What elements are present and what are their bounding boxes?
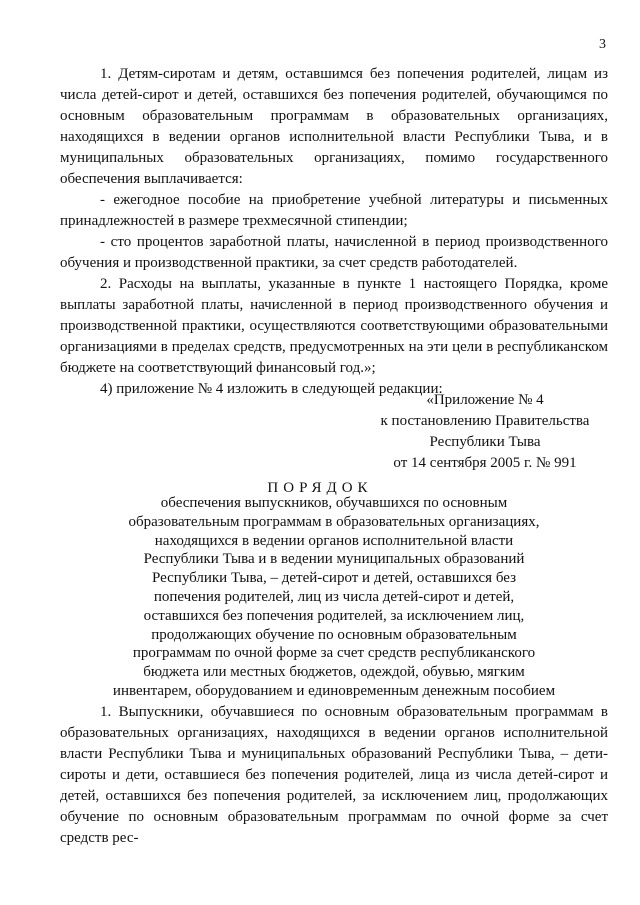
document-body xyxy=(60,702,608,849)
subtitle-line: обеспечения выпускников, обучавшихся по основным xyxy=(160,495,508,511)
appendix-ref-line: от 14 сентября 2005 г. № 991 xyxy=(393,455,577,471)
subtitle-line: Республики Тыва, – детей-сирот и детей, оставшихся без xyxy=(151,570,517,587)
paragraph-bullet-1: - ежегодное пособие на приобретение учебной литературы и письменных принадлежностей в размере трехмесячной стипендии; xyxy=(60,192,608,229)
subtitle-line: Республики Тыва и в ведении муниципальных образований xyxy=(143,551,525,568)
subtitle-line: бюджета или местных бюджетов, одеждой, обувью, мягким xyxy=(143,664,525,681)
appendix-ref-line: Республики Тыва xyxy=(429,434,541,450)
subtitle-line: инвентарем, оборудованием и единовременным денежным пособием xyxy=(112,682,556,699)
appendix-ref-line: «Приложение № 4 xyxy=(426,392,544,408)
document-title: ПОРЯДОК xyxy=(267,480,373,496)
appendix-reference xyxy=(360,390,610,474)
subtitle-line: оставшихся без попечения родителей, за исключением лиц, xyxy=(143,607,525,624)
subtitle-line: находящихся в ведении органов исполнительной власти xyxy=(154,532,514,549)
document-subtitle xyxy=(60,494,608,701)
paragraph-bullet-2: - сто процентов заработной платы, начисленной в период производственного обучения и производственной практики, за счет средств работодателей. xyxy=(60,234,608,271)
paragraph-1: 1. Детям-сиротам и детям, оставшимся без попечения родителей, лицам из числа детей-сирот и детей, оставшихся без попечения родителей, обучающимся по основным образовательным программам в образовательных организациях, находящихся в ведении органов исполнительной власти Республики Тыва, и в муниципальных образовательных организациях, помимо государственного обеспечения выплачивается: xyxy=(60,66,608,187)
paragraph-2: 2. Расходы на выплаты, указанные в пункте 1 настоящего Порядка, кроме выплаты заработной платы, начисленной в период производственного обучения и производственной практики, осуществляются соответствующими образовательными организациями в пределах средств, предусмотренных на эти цели в республиканском бюджете на соответствующий финансовый год.»; xyxy=(60,276,608,376)
paragraph-amendment: 4) приложение № 4 изложить в следующей редакции: xyxy=(100,381,443,397)
appendix-ref-line: к постановлению Правительства xyxy=(380,413,590,429)
page-number: 3 xyxy=(599,37,606,52)
subtitle-line: образовательным программам в образовательных организациях, xyxy=(128,513,540,530)
subtitle-line: попечения родителей, лиц из числа детей-сирот и детей, xyxy=(153,588,515,605)
subtitle-line: программам по очной форме за счет средств республиканского xyxy=(132,645,536,662)
subtitle-line: продолжающих обучение по основным образовательным xyxy=(151,626,517,643)
top-section xyxy=(60,64,608,400)
body-paragraph-1: 1. Выпускники, обучавшиеся по основным образовательным программам в образовательных организациях, находящихся в ведении органов исполнительной власти Республики Тыва и муниципальных образований Республики Тыва, – дети-сироты и дети, оставшиеся без попечения родителей, лица из числа детей-сирот и детей, оставшихся без попечения родителей, за исключением лиц, продолжающих обучение по основным образовательным программам по очной форме за счет средств рес- xyxy=(60,704,608,846)
